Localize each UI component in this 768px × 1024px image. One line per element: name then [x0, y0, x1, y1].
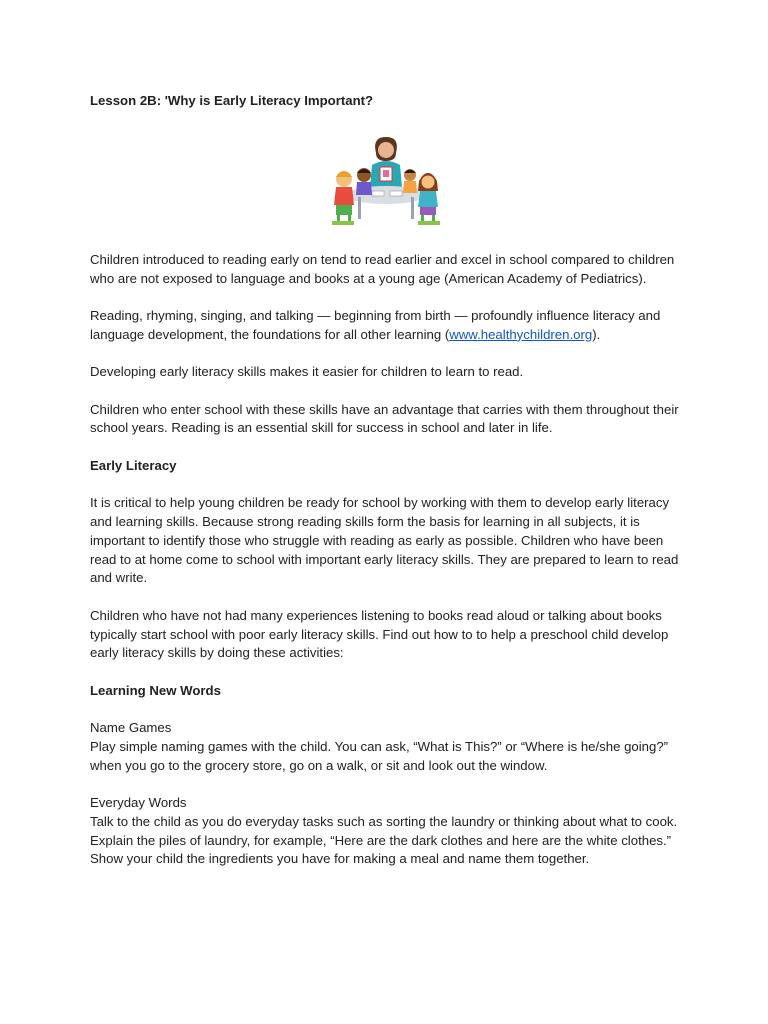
paragraph-text-end: ).: [592, 326, 601, 342]
lesson-title: Lesson 2B: 'Why is Early Literacy Important?: [90, 93, 374, 108]
advantage-paragraph: Children who enter school with these skills have an advantage that carries with them throughout their school years. Reading is an essential skill for success in school and later in life.: [90, 401, 679, 436]
critical-paragraph: It is critical to help young children be ready for school by working with them to develop early literacy and learning skills. Because strong reading skills form the basis for learning in all subjects, it is important to identify those who struggle with reading as early as possible. Children who have been read to at home come to school with important early literacy skills. They are prepared to learn to read and write.: [90, 495, 679, 586]
paragraph-text: Reading, rhyming, singing, and talking — beginning from birth — profoundly influence literacy and language development, the foundations for all other learning (: [90, 307, 661, 342]
learning-new-words-heading: Learning New Words: [90, 682, 221, 698]
early-literacy-heading: Early Literacy: [90, 457, 177, 473]
healthychildren-link[interactable]: www.healthychildren.org: [449, 326, 593, 342]
name-games-subheading: Name Games: [90, 720, 172, 736]
everyday-words-paragraph: Talk to the child as you do everyday tasks such as sorting the laundry or thinking about what to cook. Explain the piles of laundry, for example, “Here are the dark clothes and here are the white clothes.” Show your child the ingredients you have for making a meal and name them together.: [90, 813, 678, 867]
intro-paragraph: Children introduced to reading early on tend to read earlier and excel in school compared to children who are not exposed to language and books at a young age (American Academy of Pediatrics).: [90, 251, 675, 286]
name-games-paragraph: Play simple naming games with the child. You can ask, “What is This?” or “Where is he/she going?” when you go to the grocery store, go on a walk, or sit and look out the window.: [90, 738, 669, 773]
document-body: [90, 92, 680, 869]
teacher-reading-to-children-illustration: [328, 135, 444, 229]
skills-paragraph: Developing early literacy skills makes it easier for children to learn to read.: [90, 364, 524, 380]
experiences-paragraph: Children who have not had many experiences listening to books read aloud or talking about books typically start school with poor early literacy skills. Find out how to to help a preschool child develop early literacy skills by doing these activities:: [90, 607, 669, 661]
reading-influence-paragraph: [90, 307, 680, 345]
everyday-words-subheading: Everyday Words: [90, 795, 187, 811]
